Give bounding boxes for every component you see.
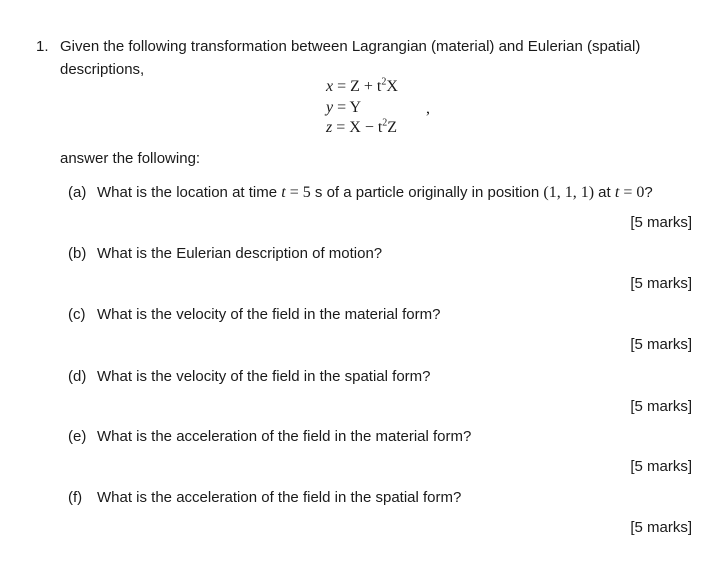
part-a-math-eq: = 5 [285, 184, 311, 201]
equation-x-lhs: x [326, 78, 334, 95]
part-d-marks: [5 marks] [630, 398, 692, 415]
part-b-marks: [5 marks] [630, 275, 692, 292]
equation-z [326, 119, 397, 137]
part-a-label: (a) [68, 184, 87, 201]
answer-lead: answer the following: [60, 150, 201, 167]
part-b-text: What is the Eulerian description of motion? [97, 245, 383, 262]
part-c-marks: [5 marks] [630, 336, 692, 353]
part-d-text: What is the velocity of the field in the spatial form? [97, 368, 431, 385]
part-b-label: (b) [68, 245, 87, 262]
equation-x [326, 78, 398, 96]
part-f-label: (f) [68, 489, 83, 506]
equation-x-rhs-b: X [386, 78, 398, 95]
part-a-math-t: t [281, 184, 286, 201]
question-intro-line1: Given the following transformation between Lagrangian (material) and Eulerian (spatial) [60, 38, 641, 55]
equation-z-rhs-a: = X − t [336, 119, 383, 136]
part-a-math-eq2: = 0 [619, 184, 645, 201]
part-c-text: What is the velocity of the field in the material form? [97, 306, 441, 323]
part-a-math-position: (1, 1, 1) [543, 184, 595, 201]
part-c-label: (c) [68, 306, 86, 323]
part-a-text-d: ? [644, 184, 653, 201]
part-a-marks: [5 marks] [630, 214, 692, 231]
equation-y-lhs: y [326, 99, 334, 116]
equation-y [326, 99, 361, 117]
part-a-text-b: s of a particle originally in position [310, 184, 544, 201]
part-a-text [97, 184, 653, 202]
equation-z-exponent: 2 [382, 117, 388, 129]
equation-x-rhs-a: = Z + t [337, 78, 382, 95]
question-intro-line2: descriptions, [60, 61, 145, 78]
part-f-text: What is the acceleration of the field in the spatial form? [97, 489, 462, 506]
equation-z-lhs: z [326, 119, 333, 136]
equation-z-rhs-b: Z [387, 119, 398, 136]
equation-comma: , [426, 100, 430, 117]
part-e-label: (e) [68, 428, 87, 445]
part-d-label: (d) [68, 368, 87, 385]
part-a-text-a: What is the location at time [97, 184, 282, 201]
question-number: 1. [36, 38, 49, 55]
part-a-text-c: at [594, 184, 615, 201]
part-e-marks: [5 marks] [630, 458, 692, 475]
part-f-marks: [5 marks] [630, 519, 692, 536]
equation-x-exponent: 2 [381, 76, 387, 88]
part-a-math-t2: t [614, 184, 620, 201]
equation-y-rhs: = Y [337, 99, 362, 116]
part-e-text: What is the acceleration of the field in the material form? [97, 428, 472, 445]
